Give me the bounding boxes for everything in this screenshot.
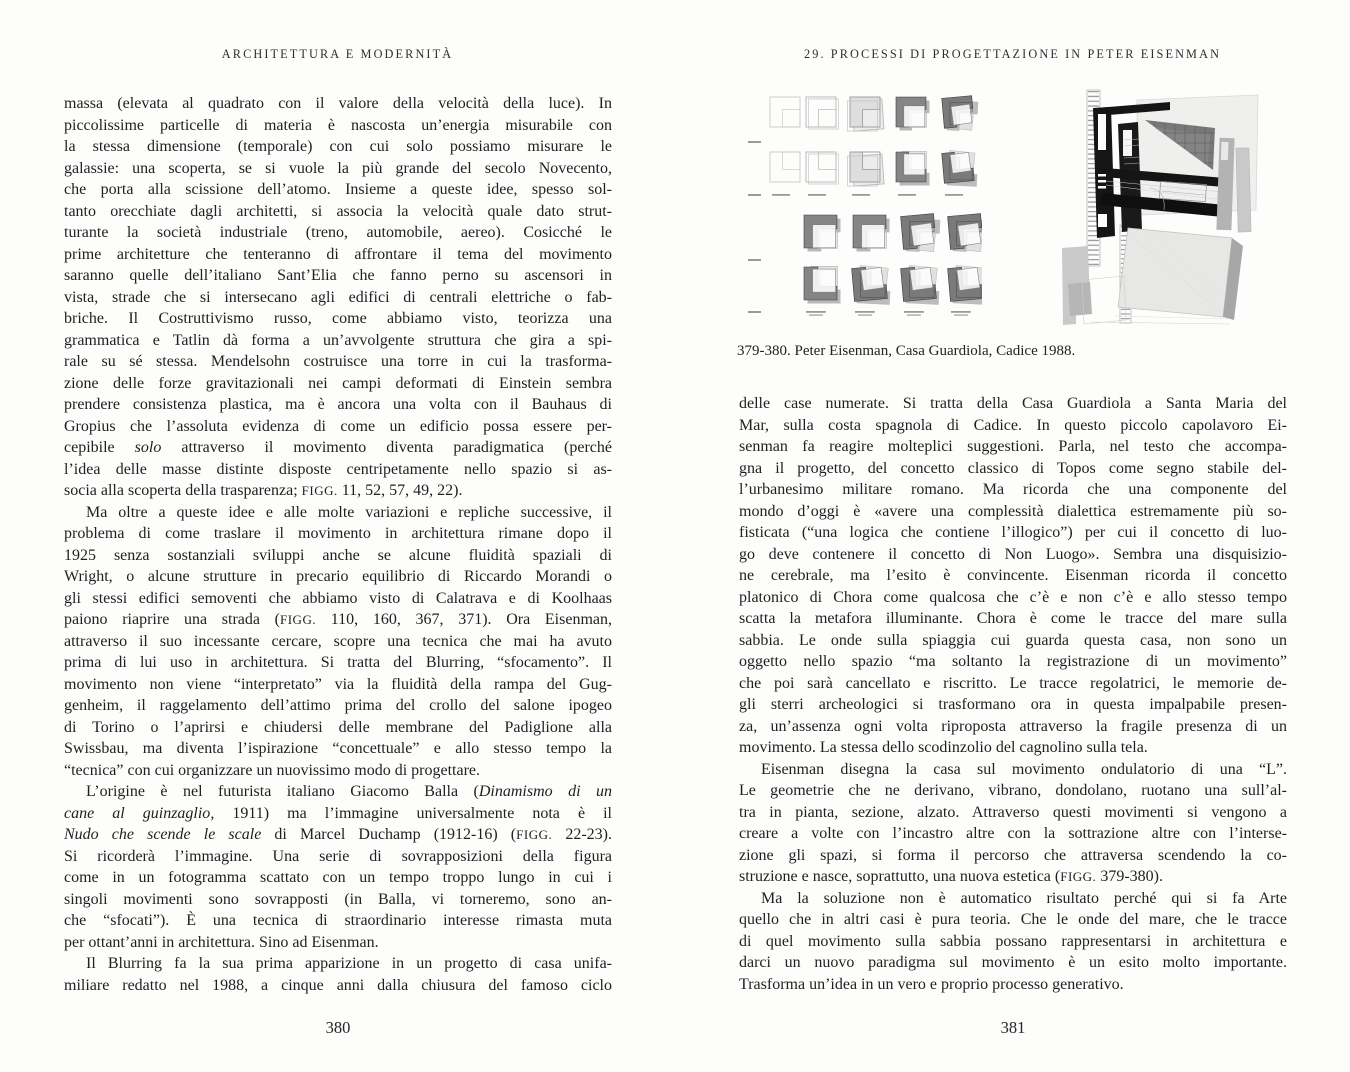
text-line: movimento non viene “interpretato” via la fluidità della rampa del Gug-	[64, 675, 612, 693]
cell-caption-mark	[951, 311, 971, 313]
paragraph	[739, 888, 1287, 996]
paragraph	[739, 759, 1287, 888]
page-right	[675, 0, 1350, 1072]
text-line: prime architetture che tenteranno di affrontare il tema del movimento	[64, 245, 612, 263]
diagram-row	[748, 214, 982, 261]
cell-caption-mark	[852, 194, 870, 196]
text-line: ne cerebrale, ma l’esito è convincente. Eisenman ricorda il concetto	[739, 567, 1287, 584]
text-line: delle case numerate. Si tratta della Casa Guardiola a Santa Maria del	[739, 395, 1287, 412]
text-line: go deve contenere il concetto di Non Luogo». Sembra una disquisizio-	[739, 545, 1287, 563]
cell-caption-mark	[806, 311, 826, 313]
text-line: Nudo che scende le scale di Marcel Duchamp (1912-16) (FIGG. 22-23).	[64, 826, 613, 843]
page-number-right: 381	[1000, 1018, 1026, 1037]
text-line: genheim, il raggelamento dell’attimo prima del crollo del salone ipogeo	[64, 697, 612, 714]
text-line: senman fa reagire molteplici suggestioni. Parla, nel testo che accompa-	[739, 438, 1287, 455]
cell-caption-mark	[954, 314, 968, 315]
text-line: “tecnica” con cui organizzare un nuovissimo modo di progettare.	[64, 761, 480, 779]
text-line: problema di come traslare il movimento in architettura rimane dopo il	[64, 525, 612, 542]
plan-lower-volume	[1118, 228, 1243, 320]
text-line: creare a volte con l’incastro altre con la sottrazione altre con l’interse-	[739, 825, 1287, 842]
text-line: Trasforma un’idea in un vero e proprio processo generativo.	[739, 975, 1124, 993]
diagram-cell	[901, 214, 941, 253]
text-line: 1925 senza sostanziali sviluppi anche se alcune fluidità spaziali di	[64, 546, 612, 564]
text-line: l’idea delle masse distinte disposte centripetamente nello spazio si as-	[64, 460, 612, 478]
cell-caption-mark	[808, 194, 826, 196]
text-line: tanto orecchiate dagli architetti, si associa la velocità quale dato strut-	[64, 202, 612, 220]
diagram-cell	[942, 96, 979, 132]
text-line: l’urbanesimo militare romano. Ma ricorda che una componente del	[739, 481, 1287, 498]
text-line: grammatica e Tatlin dà forma a un’avvolgente struttura che gira a spi-	[64, 331, 612, 349]
diagram-cell	[901, 265, 941, 305]
figure-caption: 379-380. Peter Eisenman, Casa Guardiola, Cadice 1988.	[737, 343, 1076, 359]
diagram-cell	[806, 97, 839, 129]
running-head-left: ARCHITETTURA E MODERNITÀ	[221, 47, 454, 61]
diagram-cell	[770, 152, 800, 182]
paragraph	[64, 502, 612, 782]
text-line: platonico di Chora come qualcosa che c’è e non c’è e allo stesso tempo	[739, 588, 1287, 606]
text-line: che porta alla scissione dell’atomo. Insieme a queste idee, spesso sol-	[64, 181, 612, 198]
text-line: mondo d’oggi è «avere una complessità dialettica estremamente più so-	[739, 502, 1287, 520]
text-line: fisticata (“una logica che contiene l’illogico”) per cui il concetto di luo-	[739, 524, 1287, 541]
text-line: Ma oltre a queste idee e alle molte variazioni e repliche successive, il	[86, 503, 612, 521]
cell-caption-mark	[904, 311, 924, 313]
paragraph	[64, 953, 612, 996]
text-line: per ottant’anni in architettura. Sino ad Eisenman.	[64, 933, 379, 951]
diagram-cell	[852, 265, 892, 305]
text-line: turante la società industriale (treno, automobile, aereo). Cosicché le	[64, 224, 612, 241]
plan-ground-lines	[1090, 316, 1230, 324]
diagram-row	[748, 150, 978, 196]
text-line: movimento. La stessa dello scodinzolio del cagnolino sulla tela.	[739, 739, 1148, 756]
cell-caption-mark	[858, 314, 872, 315]
running-head-right: 29. PROCESSI DI PROGETTAZIONE IN PETER EISENMAN	[803, 47, 1222, 61]
text-line: za, un’assenza ogni volta riproposta attraverso la fragile presenza di un	[739, 717, 1287, 735]
text-line: scatta la metafora illuminante. Chora è come le tracce del mare sulla	[739, 610, 1287, 627]
diagram-cell	[896, 151, 930, 185]
cell-caption-mark	[855, 311, 875, 313]
text-line: la stessa dimensione (temporale) con cui solo possiamo misurare le	[64, 138, 612, 155]
text-line: struzione e nasce, soprattutto, una nuova estetica (FIGG. 379-380).	[739, 868, 1163, 885]
paragraph	[64, 781, 612, 953]
text-line: Mar, sulla costa spagnola di Cadice. In questo piccolo capolavoro Ei-	[739, 416, 1287, 434]
text-line: zione delle forze gravitazionali nei campi deformati di Einstein sembra	[64, 374, 612, 392]
text-line: oggetto nello spazio “ma soltanto la registrazione di un movimento”	[739, 653, 1287, 670]
text-line: di Torino o l’aprirsi e chiudersi delle membrane del Padiglione alla	[64, 718, 612, 736]
figure-380-plan-drawing	[1060, 88, 1260, 326]
text-line: Ma la soluzione non è automatico risultato perché qui si fa Arte	[761, 889, 1287, 907]
text-line: che poi sarà cancellato e riscritto. Le tracce regolatrici, le memorie de-	[739, 674, 1287, 692]
diagram-row	[748, 265, 982, 316]
page-number-left: 380	[325, 1018, 351, 1037]
text-column-left	[64, 93, 612, 996]
diagram-row	[748, 96, 978, 143]
diagram-cell	[848, 152, 885, 186]
diagram-cell	[804, 266, 841, 303]
text-line: sabbia. Le onde sulla spiaggia cui guarda questa casa, non sono un	[739, 631, 1287, 649]
text-line: socia alla scoperta della trasparenza; FIGG. 11, 52, 57, 49, 22).	[64, 482, 463, 499]
text-line: singoli movimenti sono sovrapposti (in Balla, vi torneremo, sono an-	[64, 890, 612, 908]
text-line: cepibile solo attraverso il movimento diventa paradigmatica (perché	[64, 439, 613, 456]
text-line: di quel movimento sulla sabbia possano rappresentarsi in architettura e	[739, 932, 1287, 950]
text-line: massa (elevata al quadrato con il valore della velocità della luce). In	[64, 95, 612, 112]
row-label-mark	[748, 259, 761, 261]
text-line: attraverso il suo incessante cercare, scopre una tecnica che mai ha avuto	[64, 632, 612, 650]
diagram-cell	[770, 97, 800, 127]
diagram-cell	[848, 97, 885, 131]
text-line: Si ricorderà l’immagine. Una serie di sovrapposizioni della figura	[64, 847, 612, 865]
text-column-right	[739, 393, 1287, 995]
text-line: gli sterri archeologici si trasformano ora in questa impalpabile presen-	[739, 696, 1287, 713]
text-line: briche. Il Costruttivismo russo, come abbiamo visto, teorizza una	[64, 310, 612, 327]
plan-left-blocks	[1062, 246, 1126, 325]
diagram-cell	[948, 214, 982, 253]
cell-caption-mark	[809, 314, 823, 315]
text-line: darci un nuovo paradigma sul movimento è un esito molto importante.	[739, 954, 1287, 971]
text-line: quello che in altri casi è pura teoria. Che le onde del mare, che le tracce	[739, 911, 1287, 928]
text-line: cane al guinzaglio, 1911) ma l’immagine universalmente nota è il	[64, 804, 612, 822]
cell-caption-mark	[907, 314, 921, 315]
diagram-cell	[853, 215, 890, 252]
text-line: come in un fotogramma scattato con un tempo troppo lungo in cui i	[64, 869, 612, 886]
text-line: miliare redatto nel 1988, a cinque anni dalla chiusura del famoso ciclo	[64, 976, 612, 994]
text-line: saranno quelle dell’italiano Sant’Elia che fanno perno su ascensori in	[64, 267, 612, 284]
text-line: gna il progetto, del concetto classico di Topos come segno stabile del-	[739, 459, 1287, 477]
cell-caption-mark	[945, 194, 963, 196]
text-line: Eisenman disegna la casa sul movimento ondulatorio di una “L”.	[761, 760, 1287, 778]
figure-379-diagram-grid	[746, 93, 982, 321]
text-line: prima di lui uso in architettura. Si tratta del Blurring, “sfocamento”. Il	[64, 654, 612, 671]
text-line: piccolissime particelle di materia è nascosta un’energia misurabile con	[64, 116, 612, 134]
text-line: Le geometrie che ne derivano, vibrano, dondolano, ruotano una sull’al-	[739, 782, 1287, 799]
text-line: che “sfocati”). È una tecnica di straordinario interesse rimasta muta	[64, 912, 612, 929]
cell-caption-mark	[898, 194, 916, 196]
diagram-cell	[806, 152, 839, 184]
text-line: rale su sé stessa. Mendelsohn costruisce una torre in cui la trasforma-	[64, 353, 612, 370]
diagram-cell	[948, 265, 982, 305]
text-line: zione gli spazi, si forma il percorso che attraversa scendendo la co-	[739, 846, 1287, 864]
paragraph	[64, 93, 612, 502]
text-line: vista, strade che si intersecano agli edifici di centrali elettriche o fab-	[64, 288, 612, 306]
text-line: gli stessi edifici semoventi che abbiamo visto di Calatrava e di Koolhaas	[64, 589, 612, 607]
text-line: paiono riaprire una strada (FIGG. 110, 160, 367, 371). Ora Eisenman,	[64, 611, 613, 628]
row-label-mark	[748, 194, 761, 196]
cell-caption-mark	[772, 194, 790, 196]
text-line: prendere consistenza plastica, ma è ancora una volta con il Bauhaus di	[64, 396, 612, 413]
row-label-mark	[748, 141, 761, 143]
text-line: Gropius che l’assoluta evidenza di come un edificio possa essere per-	[64, 417, 612, 435]
paragraph	[739, 393, 1287, 759]
diagram-cell	[942, 150, 979, 186]
text-line: galassie: una scoperta, se si vuole la più grande del secolo Novecento,	[64, 159, 612, 177]
diagram-cell	[896, 97, 930, 131]
text-line: Il Blurring fa la sua prima apparizione in un progetto di casa unifa-	[86, 955, 612, 972]
text-line: Swissbau, ma diventa l’ispirazione “concettuale” e allo stesso tempo la	[64, 740, 612, 757]
diagram-cell	[804, 215, 841, 252]
row-label-mark	[748, 311, 761, 313]
text-line: tra in pianta, sezione, alzato. Attraverso questi movimenti si vengono a	[739, 803, 1287, 821]
text-line: Wright, o alcune strutture in precario equilibrio di Riccardo Morandi o	[64, 568, 612, 585]
text-line: L’origine è nel futurista italiano Giacomo Balla (Dinamismo di un	[86, 783, 612, 800]
